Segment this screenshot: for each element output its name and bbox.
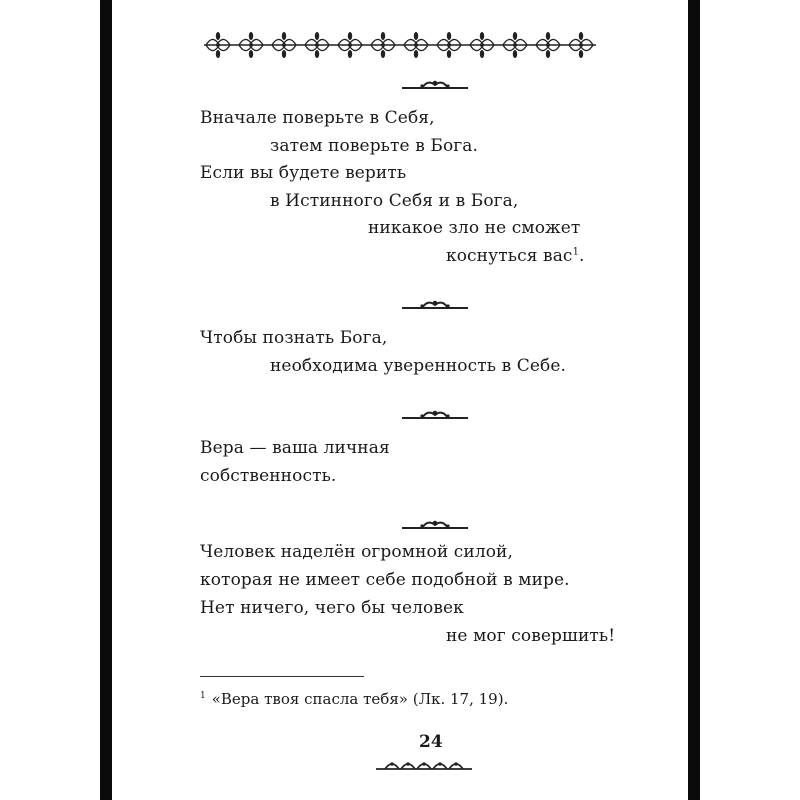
verse-line: собственность. (200, 466, 337, 486)
verse-line: Человек наделён огромной силой, (200, 542, 513, 562)
section-divider-ornament (400, 78, 470, 92)
verse-line: Нет ничего, чего бы человек (200, 598, 464, 618)
verse-line: Вера — ваша личная (200, 438, 390, 458)
footnote-rule (200, 676, 364, 677)
footnote-reference: 1 (572, 246, 580, 258)
verse-line-text: коснуться вас (446, 246, 573, 266)
book-page-right-edge (688, 0, 700, 800)
verse-line: никакое зло не сможет (368, 218, 581, 238)
verse-line: Вначале поверьте в Себя, (200, 108, 435, 128)
footnote-number: 1 (200, 691, 206, 701)
footnote-text: «Вера твоя спасла тебя» (Лк. 17, 19). (211, 690, 509, 708)
verse-line: в Истинного Себя и в Бога, (270, 191, 519, 211)
page-number: 24 (419, 732, 443, 752)
section-divider-ornament (400, 518, 470, 532)
verse-line-with-footnote: коснуться вас$^1$. (446, 246, 585, 266)
header-floral-ornament (200, 30, 600, 60)
verse-line: Чтобы познать Бога, (200, 328, 388, 348)
verse-line: не мог совершить! (446, 626, 616, 646)
footer-scroll-ornament (374, 760, 474, 774)
book-page-left-edge (100, 0, 112, 800)
section-divider-ornament (400, 298, 470, 312)
verse-line: затем поверьте в Бога. (270, 136, 479, 156)
verse-line: которая не имеет себе подобной в мире. (200, 570, 570, 590)
verse-line: Если вы будете верить (200, 163, 407, 183)
section-divider-ornament (400, 408, 470, 422)
footnote (200, 688, 508, 710)
verse-line: необходима уверенность в Себе. (270, 356, 567, 376)
